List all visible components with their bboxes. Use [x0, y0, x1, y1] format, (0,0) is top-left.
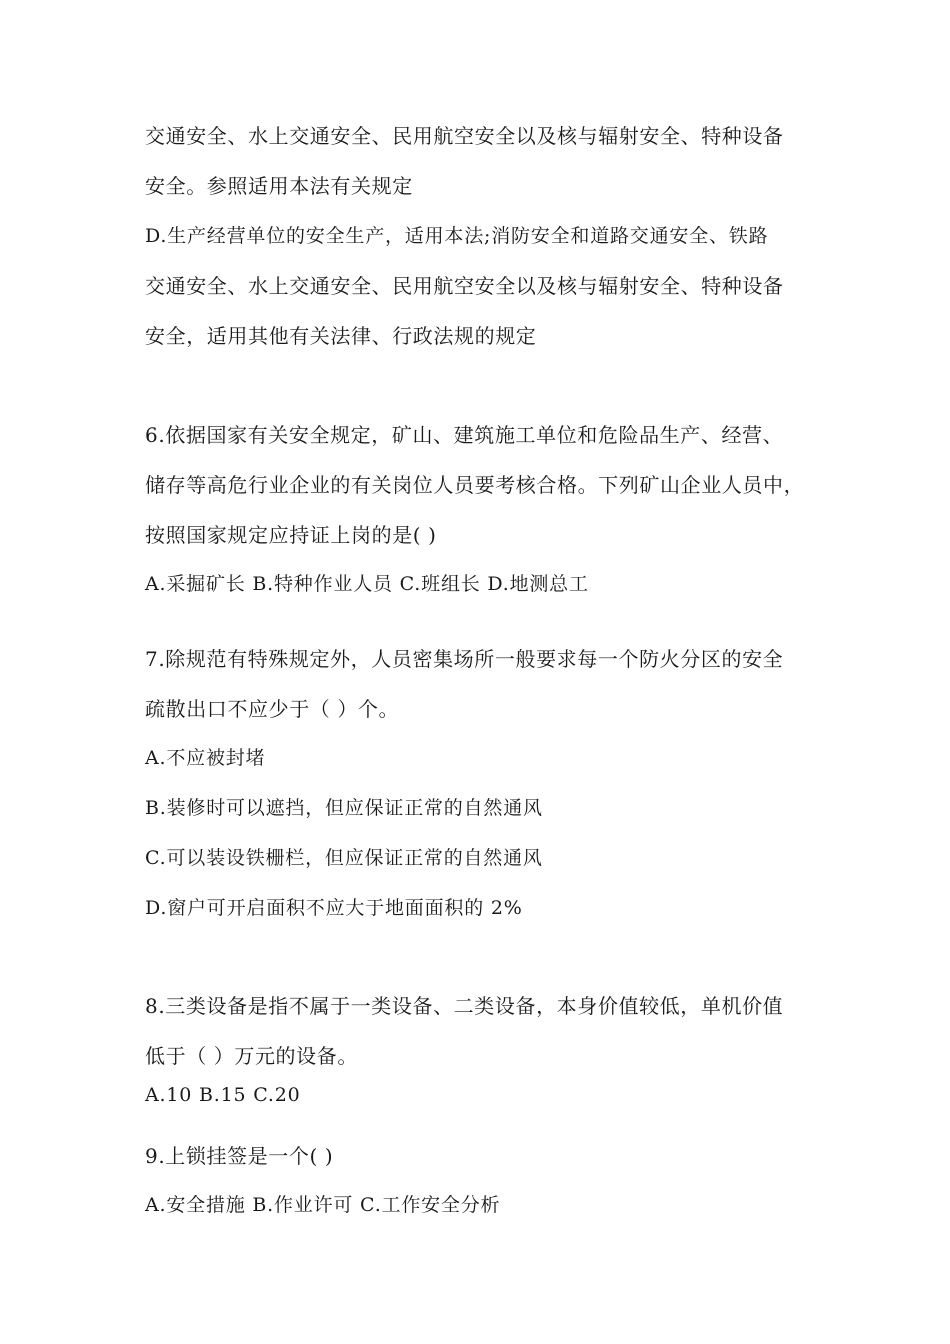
question-8-text: 低于（ ）万元的设备。	[145, 1044, 358, 1068]
question-7-option-d: D.窗户可开启面积不应大于地面面积的 2%	[145, 897, 523, 919]
question-6-text: 6.依据国家有关安全规定，矿山、建筑施工单位和危险品生产、经营、	[145, 423, 784, 447]
paragraph-line: 交通安全、水上交通安全、民用航空安全以及核与辐射安全、特种设备	[145, 124, 784, 148]
question-7-option-c: C.可以装设铁栅栏，但应保证正常的自然通风	[145, 847, 543, 869]
question-6-text: 按照国家规定应持证上岗的是( )	[145, 523, 437, 547]
paragraph-line: 安全。参照适用本法有关规定	[145, 174, 413, 198]
question-8-text: 8.三类设备是指不属于一类设备、二类设备，本身价值较低，单机价值	[145, 994, 784, 1018]
question-7-option-a: A.不应被封堵	[145, 747, 266, 769]
question-7-option-b: B.装修时可以遮挡，但应保证正常的自然通风	[145, 797, 543, 819]
question-8-options: A.10 B.15 C.20	[145, 1084, 301, 1106]
question-7-text: 7.除规范有特殊规定外，人员密集场所一般要求每一个防火分区的安全	[145, 647, 784, 671]
question-9-options: A.安全措施 B.作业许可 C.工作安全分析	[145, 1194, 501, 1216]
question-6-text: 储存等高危行业企业的有关岗位人员要考核合格。下列矿山企业人员中，	[145, 473, 805, 497]
paragraph-line: 交通安全、水上交通安全、民用航空安全以及核与辐射安全、特种设备	[145, 274, 784, 298]
question-9-text: 9.上锁挂签是一个( )	[145, 1144, 334, 1168]
question-6-options: A.采掘矿长 B.特种作业人员 C.班组长 D.地测总工	[145, 573, 589, 595]
question-7-text: 疏散出口不应少于（ ）个。	[145, 697, 400, 721]
option-d: D.生产经营单位的安全生产，适用本法;消防安全和道路交通安全、铁路	[145, 225, 769, 247]
paragraph-line: 安全，适用其他有关法律、行政法规的规定	[145, 324, 537, 348]
